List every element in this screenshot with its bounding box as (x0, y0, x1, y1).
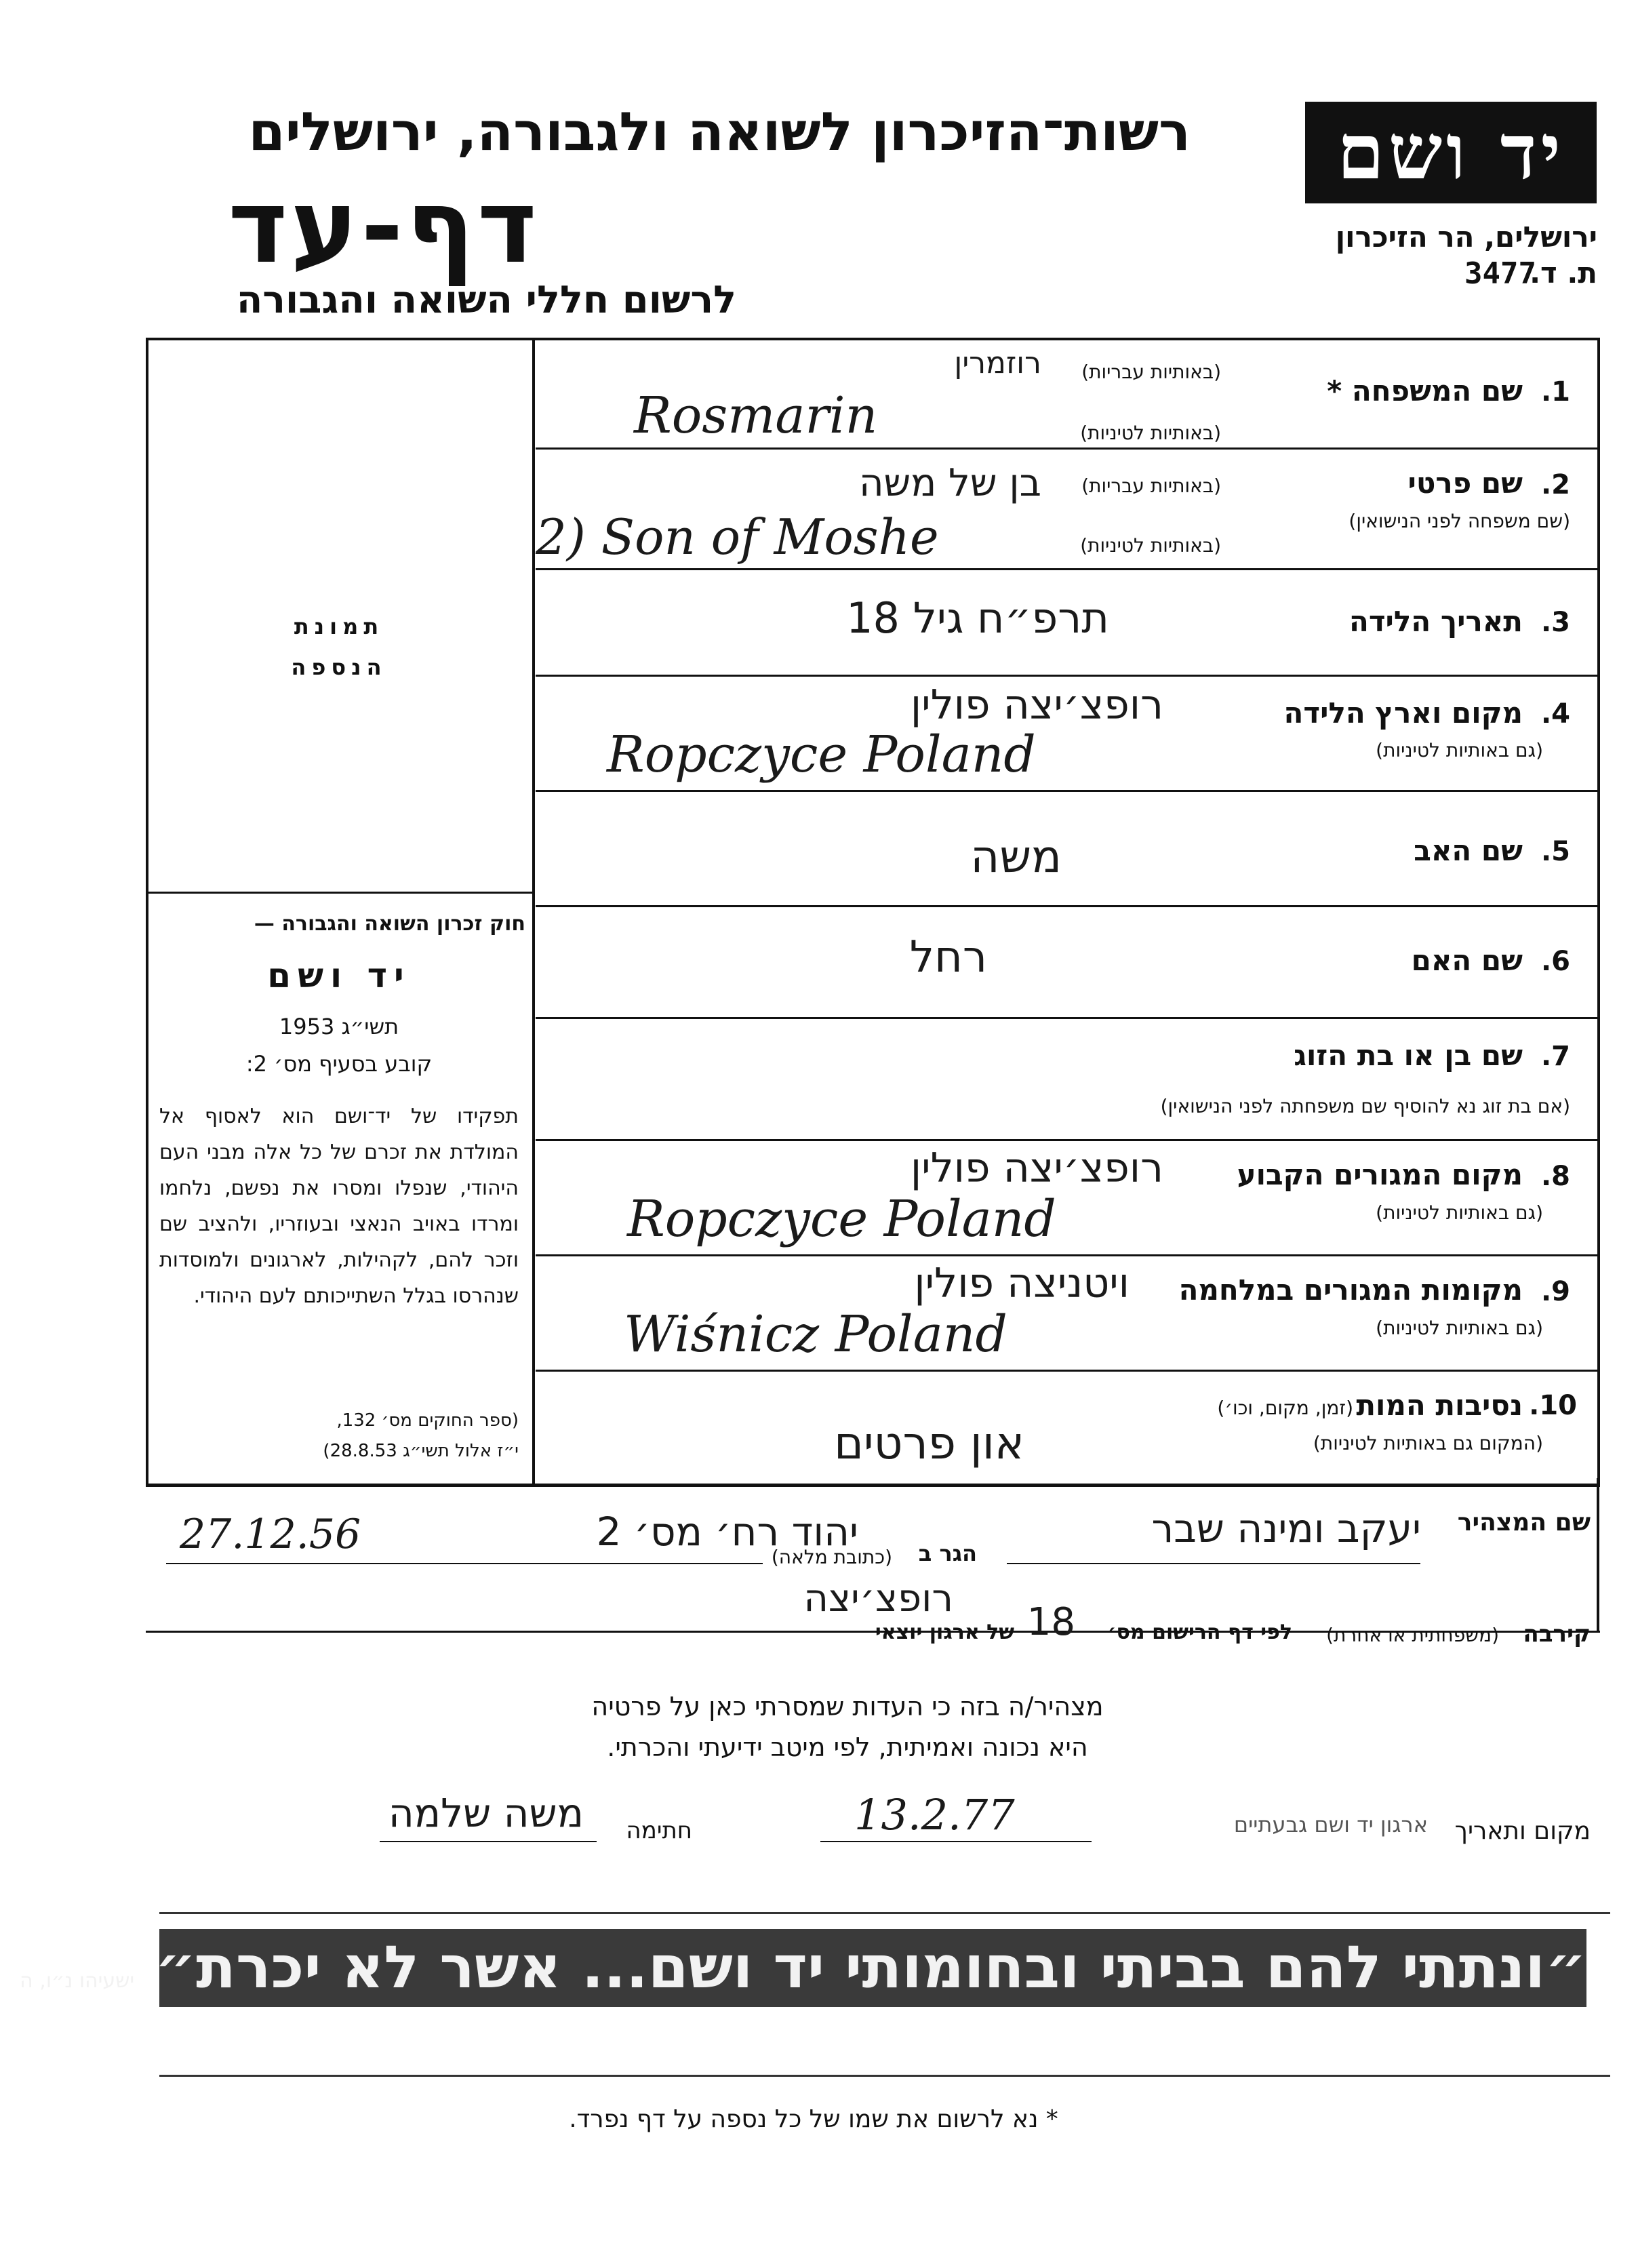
declaration-date-value[interactable]: 27.12.56 (180, 1511, 361, 1558)
field-1-hint-hebrew: (באותיות עבריות) (1081, 361, 1221, 383)
field-9-value-hebrew[interactable]: ויטניצה פולין (914, 1260, 1130, 1307)
law-year: תשי״ג 1953 (279, 1014, 399, 1039)
declaration-line-2: היא נכונה ואמיתית, לפי מיטב ידיעתי והכרתי. (607, 1732, 1088, 1762)
field-6-label: שם האם (1411, 944, 1523, 977)
date-line (820, 1841, 1092, 1842)
field-2-value-hebrew[interactable]: בן של משה (858, 461, 1041, 505)
field-10-label: נסיבות המות (1356, 1389, 1523, 1422)
field-10-sub: (המקום גם באותיות לטיניות) (1313, 1432, 1543, 1454)
photo-label-2: הנספה (291, 654, 387, 680)
po-box-label: ת. ד. (1530, 256, 1597, 290)
field-4-sub: (גם באותיות לטיניות) (1376, 739, 1543, 761)
declarant-name-line (1007, 1563, 1420, 1564)
field-1-value-hebrew[interactable]: רוזמרין (954, 346, 1041, 380)
field-9-value-latin[interactable]: Wiśnicz Poland (624, 1305, 1007, 1364)
address-value[interactable]: יהוד רח׳ מס׳ 2 (596, 1509, 858, 1555)
law-clause: קובע בסעיף מס׳ 2: (245, 1051, 433, 1077)
field-9-number: 9. (1540, 1276, 1570, 1307)
field-5-label: שם האב (1414, 834, 1523, 867)
row-separator (536, 790, 1600, 792)
law-name: יד ושם (267, 956, 411, 995)
row-separator (536, 447, 1600, 450)
org-label: של ארגון יוצאי (875, 1620, 1014, 1644)
field-8-value-latin[interactable]: Ropczyce Poland (627, 1190, 1056, 1248)
photo-label-1: תמונת (294, 614, 384, 639)
field-4-value-hebrew[interactable]: רופצ׳יצה פולין (910, 681, 1163, 729)
field-2-label: שם פרטי (1407, 466, 1523, 500)
field-4-number: 4. (1540, 698, 1570, 730)
resides-label: הגר ב (918, 1540, 977, 1566)
field-8-sub: (גם באותיות לטיניות) (1376, 1201, 1543, 1224)
field-3-label: תאריך הלידה (1349, 605, 1523, 638)
field-1-hint-latin: (באותיות לטיניות) (1080, 422, 1221, 444)
row-separator (536, 675, 1600, 677)
declarant-name-label: שם המצהיר (1457, 1509, 1591, 1536)
signature-value[interactable]: משה שלמה (388, 1790, 584, 1836)
column-divider (532, 338, 535, 1484)
field-10-label-note: (זמן, מקום, וכו׳) (1217, 1397, 1353, 1419)
field-1-value-latin[interactable]: Rosmarin (634, 386, 878, 445)
field-8-label: מקום המגורים הקבוע (1237, 1158, 1523, 1191)
row-separator (536, 905, 1600, 907)
field-2-sub: (שם משפחה לפני הנישואין) (1349, 510, 1570, 532)
declarant-right-border (1597, 1478, 1599, 1631)
field-6-value[interactable]: רחל (909, 932, 987, 982)
row-separator (536, 1139, 1600, 1141)
organization-name: רשות־הזיכרון לשואה ולגבורה, ירושלים (248, 102, 1191, 163)
field-4-label: מקום וארץ הלידה (1283, 696, 1523, 730)
field-2-hint-latin: (באותיות לטיניות) (1080, 534, 1221, 557)
field-3-number: 3. (1540, 607, 1570, 638)
field-8-number: 8. (1540, 1161, 1570, 1192)
field-1-number: 1. (1540, 376, 1570, 407)
field-10-number: 10. (1529, 1390, 1577, 1421)
field-4-value-latin[interactable]: Ropczyce Poland (607, 725, 1036, 784)
row-separator (536, 1254, 1600, 1256)
place-value[interactable]: ארגון יד ושם גבעתיים (1233, 1812, 1428, 1837)
po-box-number: 3477 (1464, 256, 1536, 291)
field-7-number: 7. (1540, 1041, 1570, 1072)
law-source-2: י״ז אלול תשי״ג 28.8.53) (323, 1441, 519, 1461)
declarant-name-value[interactable]: יעקב ומינה שבר (1151, 1505, 1421, 1551)
relation-note: (משפחתית או אחרת) (1326, 1624, 1499, 1646)
footnote: * נא לרשום את שמו של כל נספה על דף נפרד. (569, 2105, 1058, 2133)
banner-text: ״ונתתי להם בביתי ובחומותי יד ושם... אשר לא יכרת״ (155, 1934, 1586, 2002)
field-2-hint-hebrew: (באותיות עבריות) (1081, 475, 1221, 497)
address-note: (כתובת מלאה) (771, 1546, 892, 1568)
field-10-value[interactable]: און פרטים (834, 1417, 1024, 1469)
field-6-number: 6. (1540, 946, 1570, 977)
banner-bottom-rule (159, 2075, 1610, 2077)
field-8-value-hebrew[interactable]: רופצ׳יצה פולין (910, 1145, 1163, 1192)
signature-label: חתימה (626, 1817, 692, 1844)
registry-value[interactable]: 18 (1026, 1600, 1075, 1644)
declaration-line-1: מצהיר/ה בזה כי העדות שמסרתי כאן על פרטיה (591, 1692, 1104, 1722)
address-line (166, 1563, 763, 1564)
signature-line (380, 1841, 597, 1842)
field-9-sub: (גם באותיות לטיניות) (1376, 1317, 1543, 1339)
sign-date-value[interactable]: 13.2.77 (854, 1790, 1015, 1839)
field-2-value-latin[interactable]: 2) Son of Moshe (536, 509, 939, 565)
row-separator (536, 568, 1600, 570)
row-separator (536, 1370, 1600, 1372)
org-value[interactable]: רופצ׳יצה (803, 1576, 953, 1620)
photo-box-bottom (146, 892, 532, 894)
law-source-1: (ספר החוקים מס׳ 132, (336, 1410, 519, 1431)
field-7-label: שם בן או בת הזוג (1294, 1039, 1523, 1072)
page-subtitle: לרשום חללי השואה והגבורה (236, 278, 736, 322)
law-heading: חוק זכרון השואה והגבורה — (254, 912, 525, 936)
yad-vashem-logo: יד ושם (1305, 102, 1597, 203)
field-1-label: שם המשפחה * (1327, 374, 1523, 407)
address: ירושלים, הר הזיכרון (1335, 220, 1597, 254)
page-title: דף-עד (228, 168, 540, 286)
field-5-value[interactable]: משה (970, 831, 1062, 883)
law-body: תפקידו של יד־ושם הוא לאסוף אל המולדת את זכרם של כל אלה מבני העם היהודי, שנפלו ומסרו את נפשם, נלחמו ומרדו באויב הנאצי ובעוזריו, ולהציב שם וזכר להם, לקהילות, לארגונים ולמוסדות שנהרסו בגלל השתייכותם לעם היהודי. (159, 1105, 519, 1308)
quote-banner (20, 1929, 1586, 2007)
place-date-label: מקום ותאריך (1454, 1817, 1591, 1845)
field-9-label: מקומות המגורים במלחמה (1178, 1273, 1523, 1307)
field-3-value[interactable]: תרפ״ח גיל 18 (846, 593, 1109, 643)
field-5-number: 5. (1540, 836, 1570, 867)
field-7-sub: (אם בת זוג נא להוסיף שם משפחתה לפני הנישואין) (1160, 1095, 1570, 1117)
field-2-number: 2. (1540, 469, 1570, 500)
relation-label: קירבה (1523, 1620, 1591, 1648)
banner-source: ישעיהו נ״ו, ה (20, 1969, 135, 1993)
row-separator (536, 1017, 1600, 1019)
registry-label: לפי דף הרישום מס׳ (1107, 1620, 1292, 1644)
banner-top-rule (159, 1912, 1610, 1914)
section-separator (146, 1484, 1600, 1486)
